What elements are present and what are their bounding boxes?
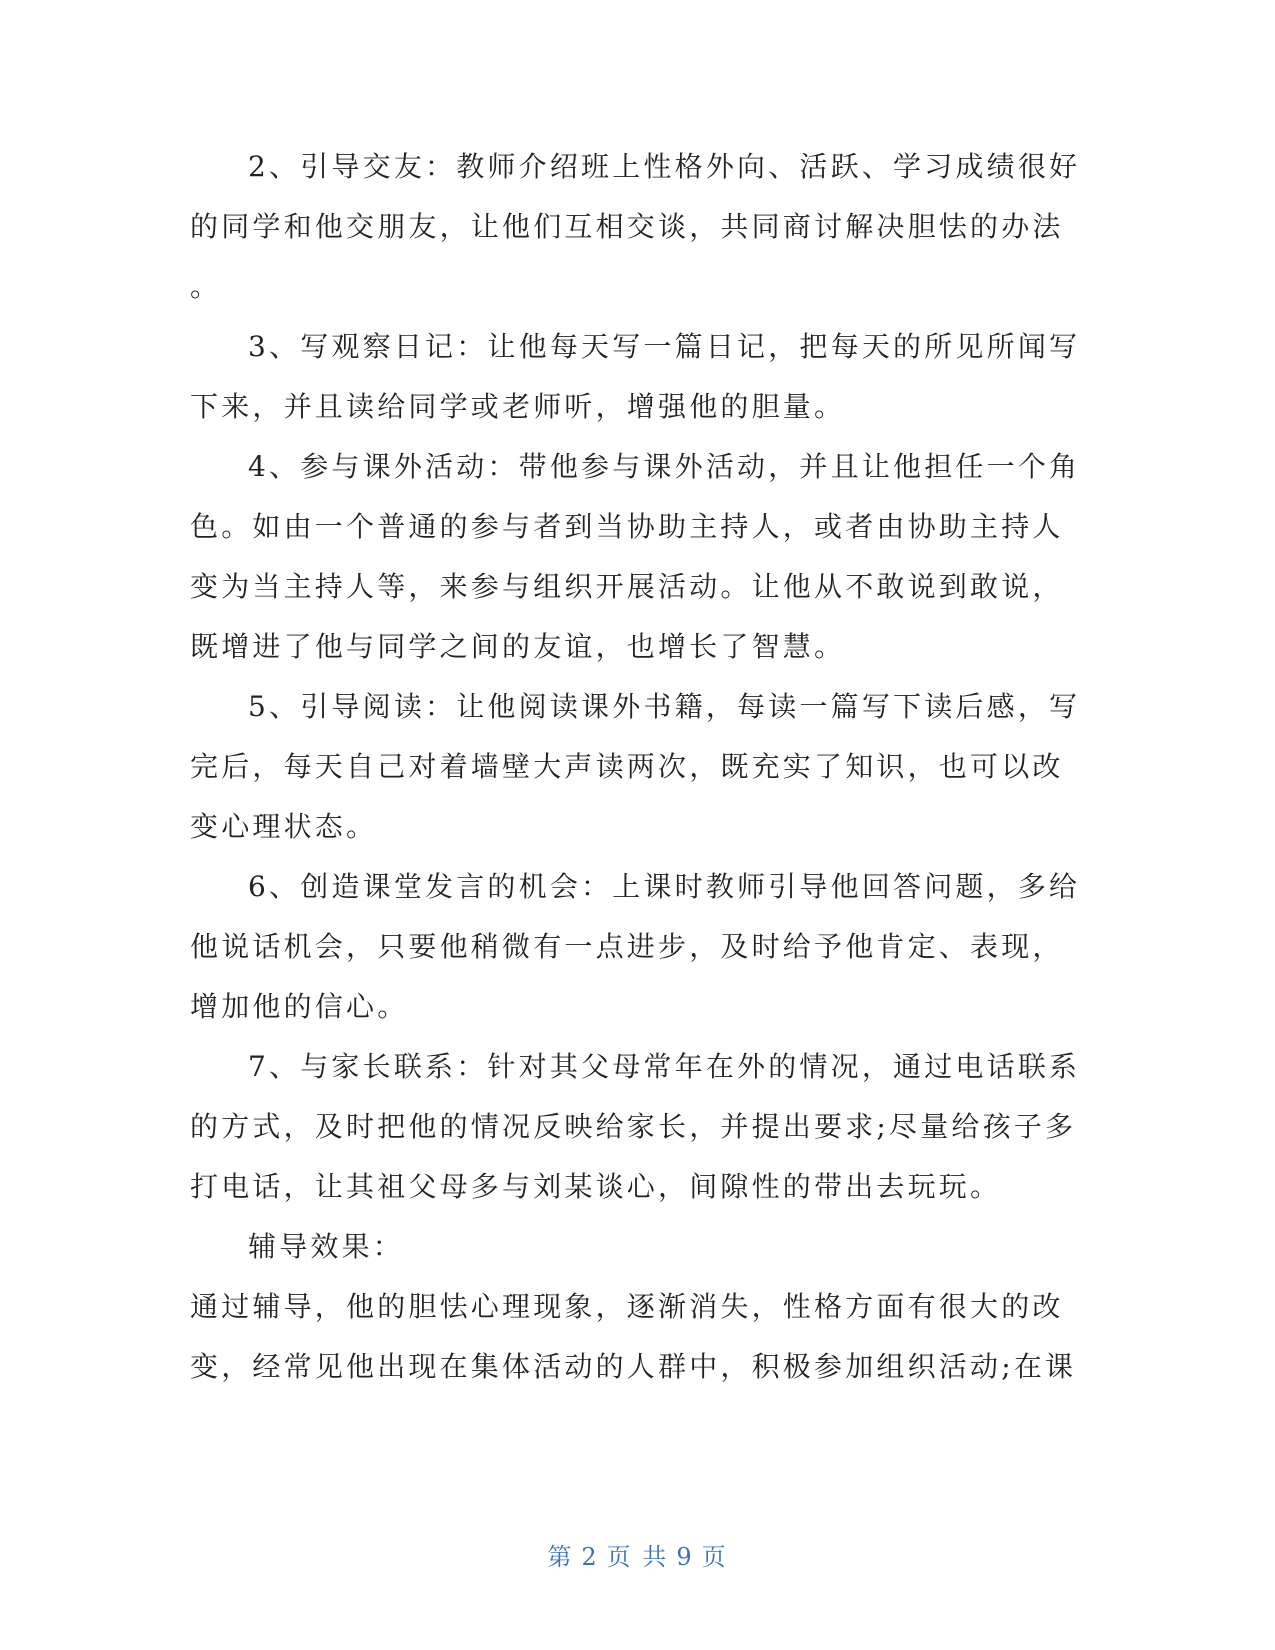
document-body [190, 137, 1090, 1397]
text-line: 色。如由一个普通的参与者到当协助主持人，或者由协助主持人 [190, 510, 1064, 543]
text-line: 打电话，让其祖父母多与刘某谈心，间隙性的带出去玩玩。 [190, 1170, 1002, 1203]
text-line: 通过辅导，他的胆怯心理现象，逐渐消失，性格方面有很大的改 [190, 1290, 1064, 1323]
text-line: 增加他的信心。 [190, 990, 409, 1023]
section-heading [190, 1217, 1090, 1277]
text-line: 的同学和他交朋友，让他们互相交谈，共同商讨解决胆怯的办法 [190, 210, 1064, 243]
footer-mid: 页 共 [606, 1543, 669, 1571]
text-line: 既增进了他与同学之间的友谊，也增长了智慧。 [190, 630, 846, 663]
footer-total-pages: 9 [676, 1543, 694, 1571]
paragraph-4 [190, 437, 1090, 677]
text-line: 的方式，及时把他的情况反映给家长，并提出要求;尽量给孩子多 [190, 1110, 1077, 1143]
text-line: 下来，并且读给同学或老师听，增强他的胆量。 [190, 390, 846, 423]
text-line: 3、写观察日记：让他每天写一篇日记，把每天的所见所闻写 [248, 330, 1081, 363]
text-line: 他说话机会，只要他稍微有一点进步，及时给予他肯定、表现， [190, 930, 1064, 963]
text-line: 变心理状态。 [190, 810, 378, 843]
footer-suffix: 页 [701, 1543, 728, 1571]
text-line: 6、创造课堂发言的机会：上课时教师引导他回答问题，多给 [248, 870, 1081, 903]
text-line: 变为当主持人等，来参与组织开展活动。让他从不敢说到敢说， [190, 570, 1064, 603]
text-line: 4、参与课外活动：带他参与课外活动，并且让他担任一个角 [248, 450, 1081, 483]
text-line: 辅导效果： [248, 1230, 405, 1263]
paragraph-3 [190, 317, 1090, 437]
paragraph-5 [190, 677, 1090, 857]
paragraph-effect [190, 1277, 1090, 1397]
footer-prefix: 第 [547, 1543, 574, 1571]
text-line: 5、引导阅读：让他阅读课外书籍，每读一篇写下读后感，写 [248, 690, 1081, 723]
text-line: 完后，每天自己对着墙壁大声读两次，既充实了知识，也可以改 [190, 750, 1064, 783]
text-line: 2、引导交友：教师介绍班上性格外向、活跃、学习成绩很好 [248, 150, 1081, 183]
footer-page-number: 2 [581, 1543, 599, 1571]
text-line: 7、与家长联系：针对其父母常年在外的情况，通过电话联系 [248, 1050, 1081, 1083]
page-footer [0, 1537, 1275, 1572]
paragraph-7 [190, 1037, 1090, 1217]
text-line: 变，经常见他出现在集体活动的人群中，积极参加组织活动;在课 [190, 1350, 1077, 1383]
text-line: 。 [190, 270, 222, 303]
paragraph-6 [190, 857, 1090, 1037]
paragraph-2 [190, 137, 1090, 317]
